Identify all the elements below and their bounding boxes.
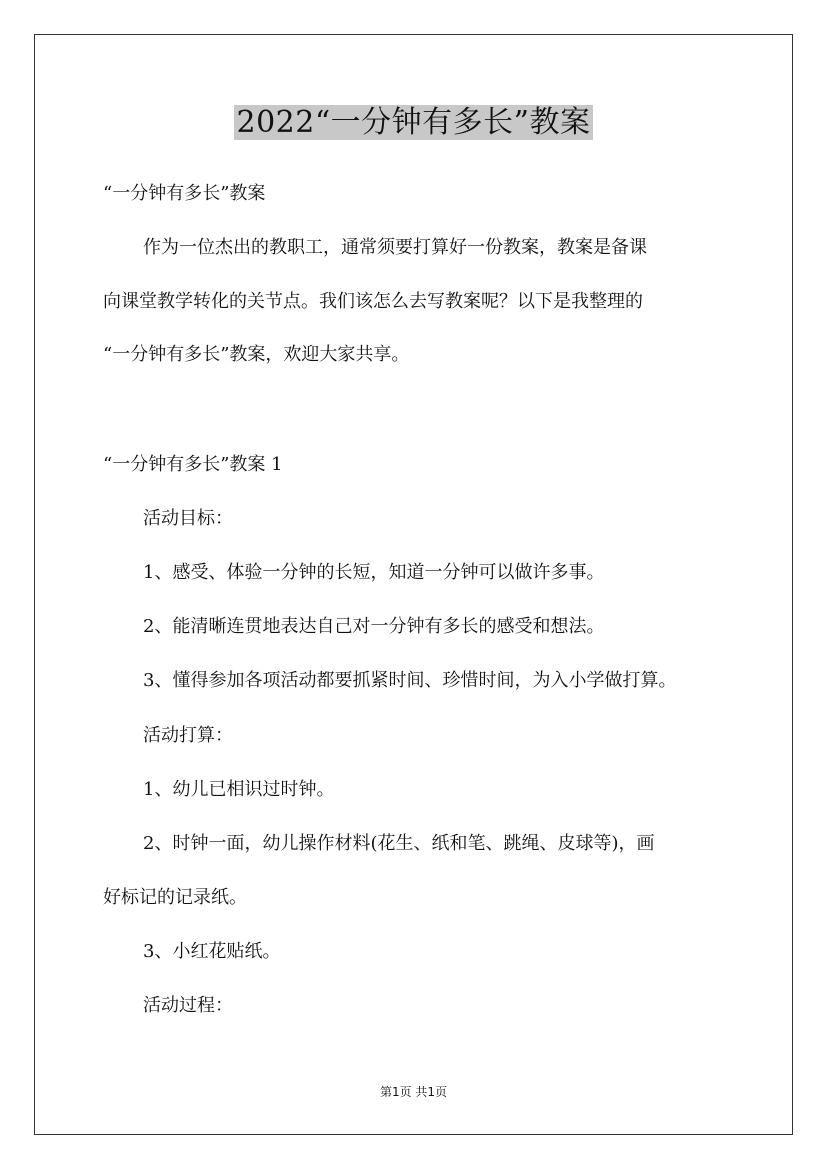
section-heading: “一分钟有多长”教案 1 (103, 454, 283, 475)
document-title (0, 102, 827, 144)
page-footer: 第1页 共1页 (379, 1085, 448, 1099)
prep-item-2-continued: 好标记的记录纸。 (103, 887, 247, 908)
intro-line-3: “一分钟有多长”教案，欢迎大家共享。 (103, 344, 410, 365)
subtitle: “一分钟有多长”教案 (103, 183, 266, 204)
goal-item-1: 1、感受、体验一分钟的长短，知道一分钟可以做许多事。 (143, 562, 605, 583)
intro-line-2: 向课堂教学转化的关节点。我们该怎么去写教案呢？以下是我整理的 (103, 291, 643, 312)
process-label: 活动过程： (143, 995, 233, 1016)
goal-item-2: 2、能清晰连贯地表达自己对一分钟有多长的感受和想法。 (143, 616, 605, 637)
prep-item-1: 1、幼儿已相识过时钟。 (143, 779, 335, 800)
prep-item-3: 3、小红花贴纸。 (143, 941, 281, 962)
prep-label: 活动打算： (143, 725, 233, 746)
prep-item-2: 2、时钟一面，幼儿操作材料(花生、纸和笔、跳绳、皮球等)，画 (143, 833, 655, 854)
goal-item-3: 3、懂得参加各项活动都要抓紧时间、珍惜时间，为入小学做打算。 (143, 670, 677, 691)
document-title-text: 2022“一分钟有多长”教案 (236, 105, 591, 140)
goals-label: 活动目标： (143, 508, 233, 529)
intro-line-1: 作为一位杰出的教职工，通常须要打算好一份教案，教案是备课 (143, 237, 647, 258)
